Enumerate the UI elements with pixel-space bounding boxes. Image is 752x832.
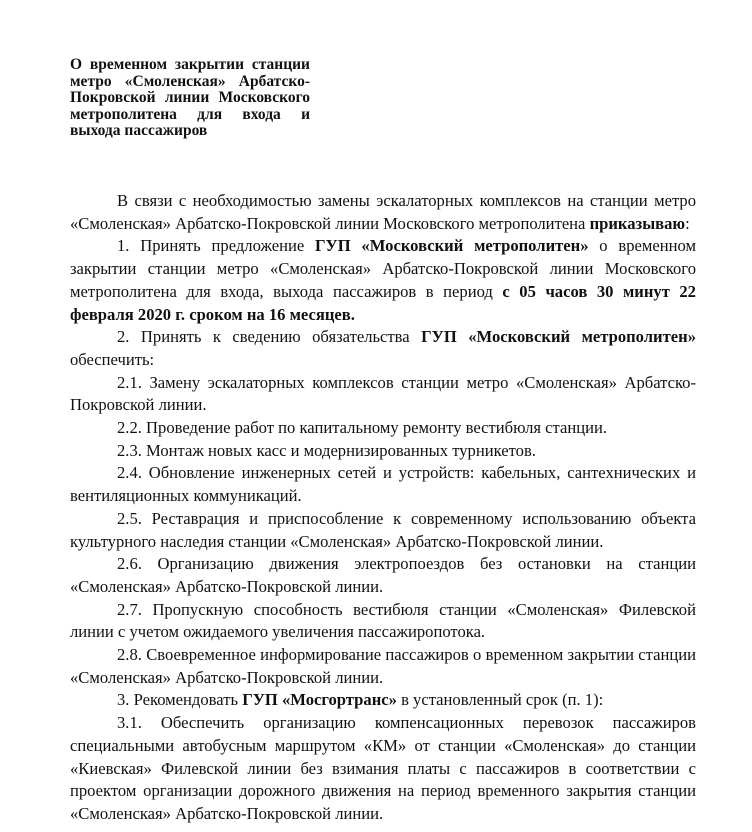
subitem-2-4: 2.4. Обновление инженерных сетей и устройств: кабельных, сантехнических и вентиляционных коммуникаций.: [70, 463, 696, 506]
document-title: О временном закрытии станции метро «Смоленская» Арбатско-Покровской линии Московского метрополитена для входа и выхода пассажиров: [70, 56, 310, 140]
subitem-2-8: 2.8. Своевременное информирование пассажиров о временном закрытии станции «Смоленская» Арбатско-Покровской линии.: [70, 645, 696, 687]
item-2-text: обеспечить:: [70, 349, 155, 369]
subitem-3-1: 3.1. Обеспечить организацию компенсационных перевозок пассажиров специальными автобусным маршрутом «КМ» от станции «Смоленская» до станции «Киевская» Филевской линии без взимания платы с пассажиров в соответствии с проектом организации дорожного движения на период временного закрытия станции «Смоленская» Арбатско-Покровской линии.: [70, 713, 696, 823]
item-3-text: в установленный срок (п. 1):: [396, 690, 604, 710]
item-1: [70, 235, 696, 326]
intro-bold: приказываю: [589, 213, 686, 233]
subitem-2-1: 2.1. Замену эскалаторных комплексов станции метро «Смоленская» Арбатско-Покровской линии.: [70, 372, 696, 415]
item-3: [70, 689, 696, 712]
document-body: [70, 190, 696, 826]
subitem-2-5: 2.5. Реставрация и приспособление к современному использованию объекта культурного наследия станции «Смоленская» Арбатско-Покровской линии.: [70, 508, 696, 551]
item-1-org: ГУП «Московский метрополитен»: [315, 236, 589, 256]
intro-tail: :: [685, 213, 690, 233]
item-1-lead: 1. Принять предложение: [117, 236, 315, 256]
subitem-2-6: 2.6. Организацию движения электропоездов без остановки на станции «Смоленская» Арбатско-Покровской линии.: [70, 554, 696, 596]
intro-text: В связи с необходимостью замены эскалаторных комплексов на станции метро «Смоленская» Арбатско-Покровской линии Московского метрополитена: [70, 191, 696, 233]
subitem-2-2: 2.2. Проведение работ по капитальному ремонту вестибюля станции.: [117, 418, 608, 438]
subitem-2-3: 2.3. Монтаж новых касс и модернизированных турникетов.: [117, 440, 536, 460]
item-1-period: с 05 часов 30 минут 22 февраля 2020 г. сроком на 16 месяцев.: [70, 281, 696, 324]
item-2-lead: 2. Принять к сведению обязательства: [117, 327, 422, 347]
subitem-2-7: 2.7. Пропускную способность вестибюля станции «Смоленская» Филевской линии с учетом ожидаемого увеличения пассажиропотока.: [70, 599, 696, 642]
item-1-text: о временном закрытии станции метро «Смоленская» Арбатско-Покровской линии Московского метрополитена для входа, выхода пассажиров в период: [70, 236, 696, 301]
item-3-org: ГУП «Мосгортранс»: [242, 690, 397, 710]
item-2-org: ГУП «Московский метрополитен»: [421, 327, 696, 347]
intro-paragraph: [70, 190, 696, 235]
item-3-lead: 3. Рекомендовать: [117, 690, 243, 710]
item-2: [70, 326, 696, 371]
